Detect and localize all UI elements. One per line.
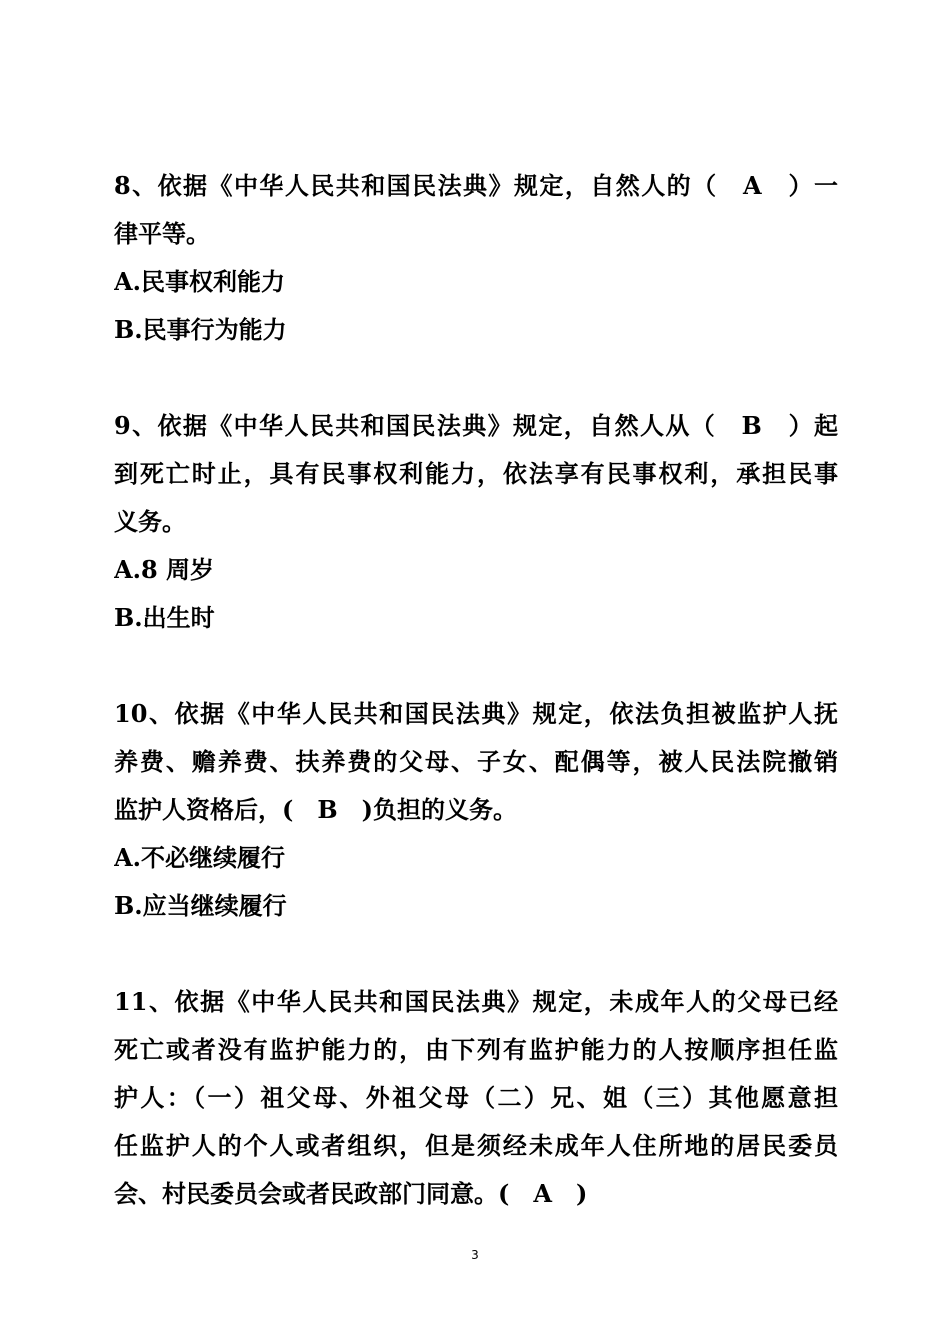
question-10-option-a: A.不必继续履行 bbox=[114, 843, 285, 872]
question-11-text-line-4: 任监护人的个人或者组织，但是须经未成年人住所地的居民委员 bbox=[114, 1131, 838, 1160]
question-9-option-a: A.8 周岁 bbox=[114, 555, 215, 584]
question-9-option-b: B.出生时 bbox=[114, 603, 215, 632]
question-10 bbox=[114, 690, 838, 930]
question-10-option-b: B.应当继续履行 bbox=[114, 891, 287, 920]
question-11-text-line-1: 11、依据《中华人民共和国民法典》规定，未成年人的父母已经 bbox=[114, 987, 838, 1016]
paragraph-gap bbox=[114, 354, 838, 402]
question-9 bbox=[114, 402, 838, 642]
question-11 bbox=[114, 978, 838, 1218]
question-8-text-line-1: 8、依据《中华人民共和国民法典》规定，自然人的（ A ）一 bbox=[114, 171, 838, 200]
question-8-option-a: A.民事权利能力 bbox=[114, 267, 285, 296]
question-11-text-line-3: 护人：（一）祖父母、外祖父母（二）兄、姐（三）其他愿意担 bbox=[114, 1083, 838, 1112]
question-9-text-line-2: 到死亡时止，具有民事权利能力，依法享有民事权利，承担民事 bbox=[114, 459, 838, 488]
question-11-text-line-5: 会、村民委员会或者民政部门同意。( A ) bbox=[114, 1179, 588, 1208]
question-8-text-line-2: 律平等。 bbox=[114, 219, 210, 248]
question-9-text-line-1: 9、依据《中华人民共和国民法典》规定，自然人从（ B ）起 bbox=[114, 411, 838, 440]
question-10-text-line-1: 10、依据《中华人民共和国民法典》规定，依法负担被监护人抚 bbox=[114, 699, 838, 728]
document-body bbox=[114, 162, 838, 1218]
question-10-text-line-3: 监护人资格后，( B )负担的义务。 bbox=[114, 795, 517, 824]
question-11-text-line-2: 死亡或者没有监护能力的，由下列有监护能力的人按顺序担任监 bbox=[114, 1035, 838, 1064]
paragraph-gap bbox=[114, 930, 838, 978]
page-number: 3 bbox=[471, 1248, 479, 1262]
question-9-text-line-3: 义务。 bbox=[114, 507, 186, 536]
question-10-text-line-2: 养费、赡养费、扶养费的父母、子女、配偶等，被人民法院撤销 bbox=[114, 747, 838, 776]
question-8 bbox=[114, 162, 838, 354]
question-8-option-b: B.民事行为能力 bbox=[114, 315, 287, 344]
paragraph-gap bbox=[114, 642, 838, 690]
